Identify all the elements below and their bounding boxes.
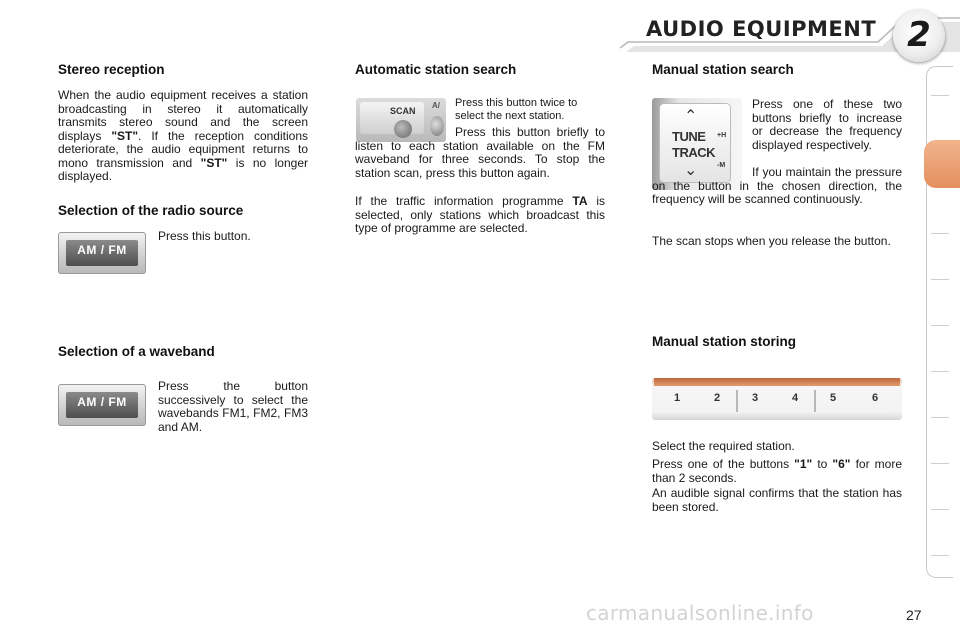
stereo-text: When the audio equipment receives a station broadcasting in stereo it automatically transmits stereo sound and the screen displays "ST". If the reception conditions deteriorate, the audio equipment returns to mono transmission and "ST" is no longer displayed. — [58, 88, 308, 183]
manual-storing-text-3: An audible signal confirms that the station has been stored. — [652, 486, 902, 514]
stereo-heading: Stereo reception — [58, 62, 165, 77]
chevron-down-icon: ⌄ — [684, 162, 698, 179]
chapter-number: 2 — [907, 15, 931, 55]
radio-source-heading: Selection of the radio source — [58, 203, 244, 218]
active-chapter-tab[interactable] — [924, 140, 960, 188]
am-fm-button-label: AM / FM — [66, 240, 138, 266]
waveband-heading: Selection of a waveband — [58, 344, 215, 359]
tab-divider — [931, 325, 949, 326]
tab-divider — [931, 371, 949, 372]
preset-label: 6 — [872, 392, 879, 404]
manual-search-text-3: The scan stops when you release the button. — [652, 234, 891, 248]
manual-search-text-2: If you maintain the pressure on the button in the chosen direction, the frequency will be scanned continuously. — [652, 165, 902, 206]
preset-label: 3 — [752, 392, 759, 404]
chevron-up-icon: ⌃ — [684, 108, 698, 125]
tab-divider — [931, 555, 949, 556]
manual-search-text-1: Press one of these two buttons briefly to increase or decrease the frequency displayed respectively. — [752, 97, 902, 152]
chapter-badge — [893, 10, 945, 62]
track-label: TRACK — [672, 145, 715, 160]
preset-label: 4 — [792, 392, 799, 404]
tab-divider — [931, 417, 949, 418]
preset-divider — [736, 390, 738, 412]
auto-search-text-1: Press this button twice to select the next station. — [455, 97, 578, 122]
auto-search-heading: Automatic station search — [355, 62, 517, 77]
tab-divider — [931, 95, 949, 96]
auto-search-text-2: Press this button briefly to listen to each station available on the FM waveband for three seconds. To stop the station scan, press this button again. — [355, 125, 605, 180]
am-fm-button-label: AM / FM — [66, 392, 138, 418]
page-title: AUDIO EQUIPMENT — [646, 17, 877, 41]
tab-divider — [931, 463, 949, 464]
scan-button-label: SCAN — [360, 102, 424, 134]
plus-label: +H — [717, 132, 727, 139]
preset-buttons-photo — [652, 378, 902, 420]
am-fm-button-photo — [58, 384, 146, 426]
preset-label: 1 — [674, 392, 681, 404]
scan-side-label: A/ — [432, 101, 440, 110]
radio-source-text: Press this button. — [158, 229, 251, 243]
tab-divider — [931, 233, 949, 234]
watermark: carmanualsonline.info — [586, 601, 814, 625]
manual-storing-text-1: Select the required station. — [652, 439, 795, 453]
manual-storing-text-2: Press one of the buttons "1" to "6" for more than 2 seconds. — [652, 457, 902, 485]
manual-storing-heading: Manual station storing — [652, 334, 797, 349]
preset-label: 5 — [830, 392, 837, 404]
tune-label: TUNE — [672, 129, 706, 144]
auto-search-text-3: If the traffic information programme TA is selected, only stations which broadcast this type of programme are selected. — [355, 194, 606, 235]
waveband-text: Press the button successively to select the wavebands FM1, FM2, FM3 and AM. — [158, 379, 308, 434]
manual-search-heading: Manual station search — [652, 62, 794, 77]
preset-label: 2 — [714, 392, 721, 404]
preset-divider — [814, 390, 816, 412]
page-number: 27 — [906, 607, 922, 623]
am-fm-button-photo — [58, 232, 146, 274]
minus-label: -M — [717, 162, 726, 169]
tab-divider — [931, 509, 949, 510]
display-strip — [654, 378, 900, 386]
tab-divider — [931, 279, 949, 280]
